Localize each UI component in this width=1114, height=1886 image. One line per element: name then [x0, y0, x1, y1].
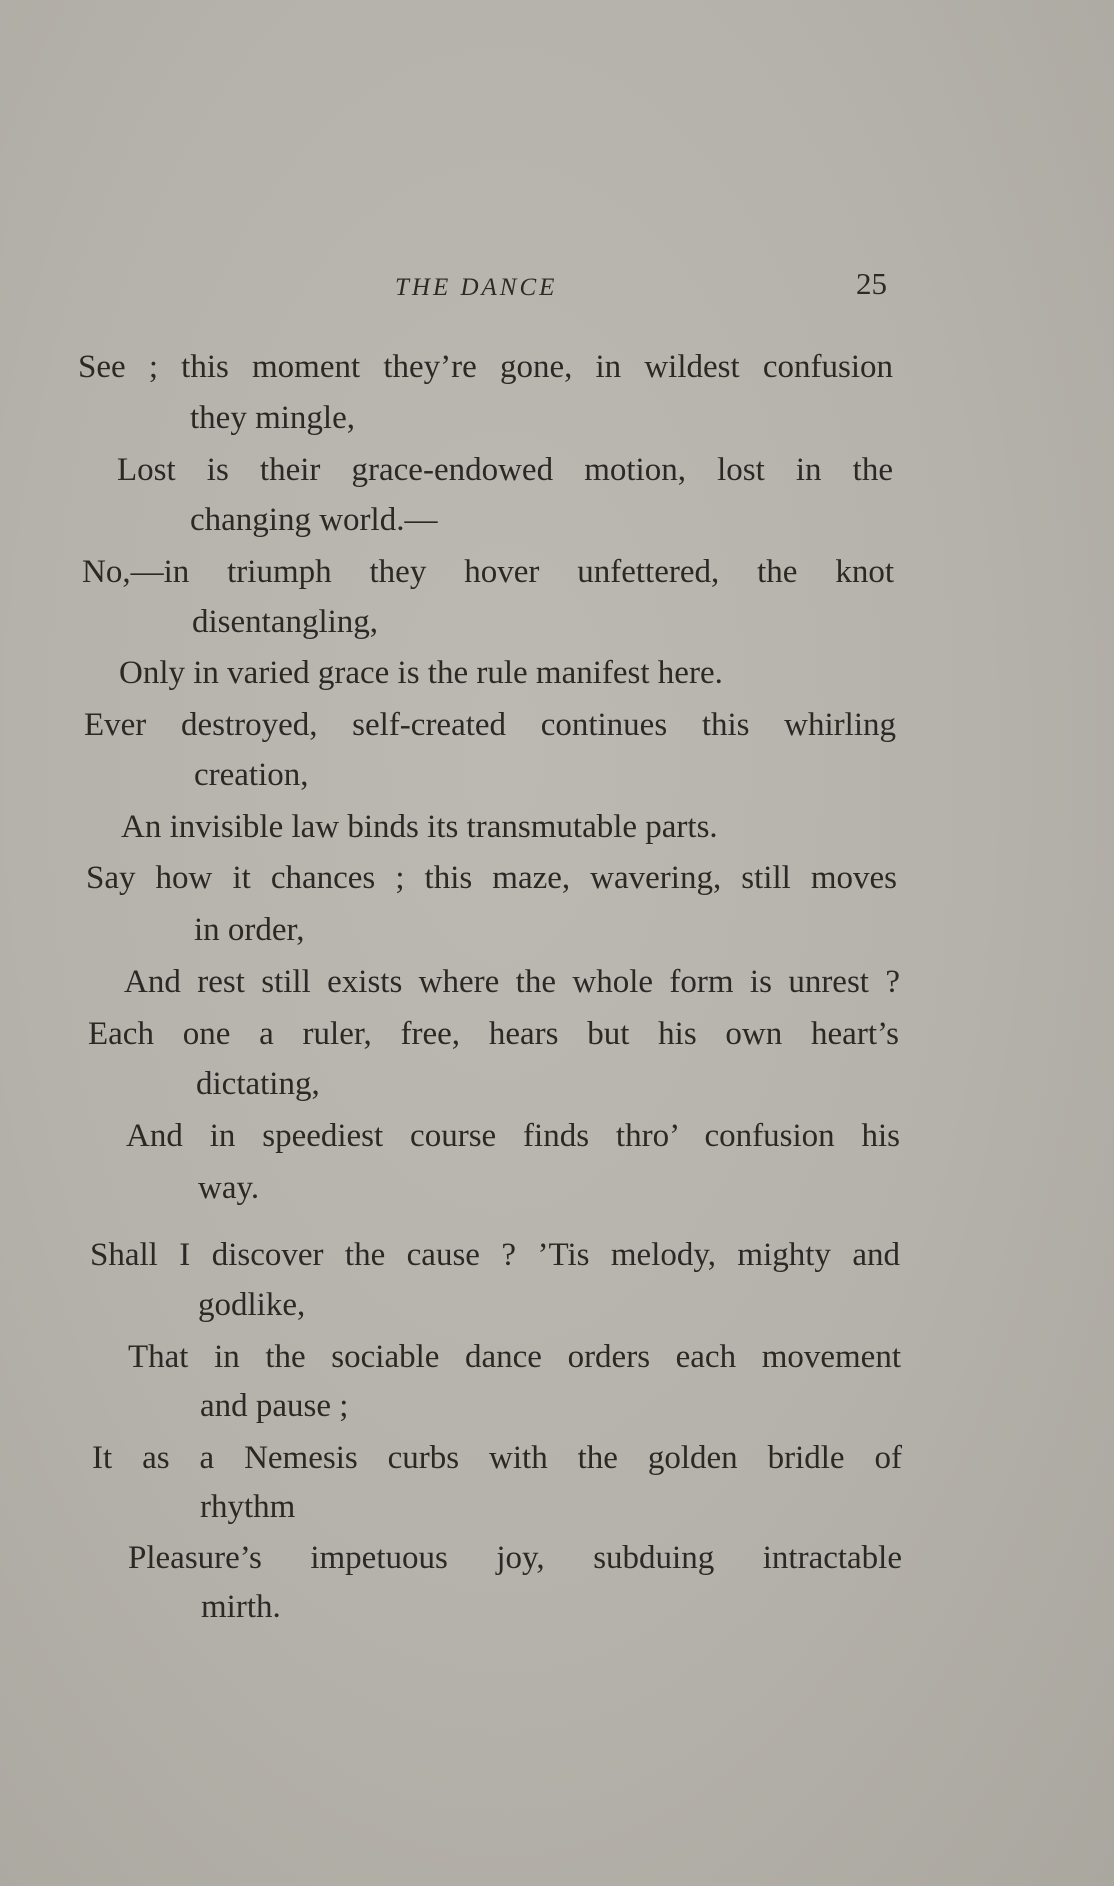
poem-line: and pause ; — [200, 1388, 349, 1424]
poem-line: changing world.— — [190, 502, 438, 538]
poem-line: Ever destroyed, self-created continues this whirling — [84, 707, 896, 743]
poem-line: they mingle, — [190, 400, 355, 436]
poem-line: Shall I discover the cause ? ’Tis melody, mighty and — [90, 1237, 900, 1273]
running-title: THE DANCE — [395, 274, 558, 301]
poem-line: No,—in triumph they hover unfettered, the knot — [82, 554, 894, 590]
poem-line: disentangling, — [192, 604, 379, 640]
poem-line: godlike, — [198, 1287, 306, 1323]
poem-line: in order, — [194, 912, 305, 948]
poem-line: rhythm — [200, 1489, 296, 1525]
page-number: 25 — [856, 266, 887, 301]
poem-line: Say how it chances ; this maze, wavering, still moves — [86, 860, 897, 896]
poem-line: mirth. — [201, 1589, 281, 1625]
poem-line: An invisible law binds its transmutable parts. — [121, 809, 718, 845]
poem-line: Lost is their grace-endowed motion, lost in the — [117, 452, 893, 488]
poem-line: way. — [198, 1170, 260, 1206]
poem-line: Pleasure’s impetuous joy, subduing intractable — [128, 1540, 902, 1576]
poem-line: See ; this moment they’re gone, in wildest confusion — [78, 349, 893, 385]
poem-line: That in the sociable dance orders each movement — [128, 1339, 901, 1375]
poem-line: creation, — [194, 757, 309, 793]
poem-line: Only in varied grace is the rule manifest here. — [119, 655, 723, 691]
poem-line: dictating, — [196, 1066, 320, 1102]
poem-line: And in speediest course finds thro’ confusion his — [126, 1118, 900, 1154]
poem-line: Each one a ruler, free, hears but his own heart’s — [88, 1016, 899, 1052]
poem-line: And rest still exists where the whole form is unrest ? — [124, 964, 900, 1000]
poem-line: It as a Nemesis curbs with the golden bridle of — [92, 1440, 902, 1476]
